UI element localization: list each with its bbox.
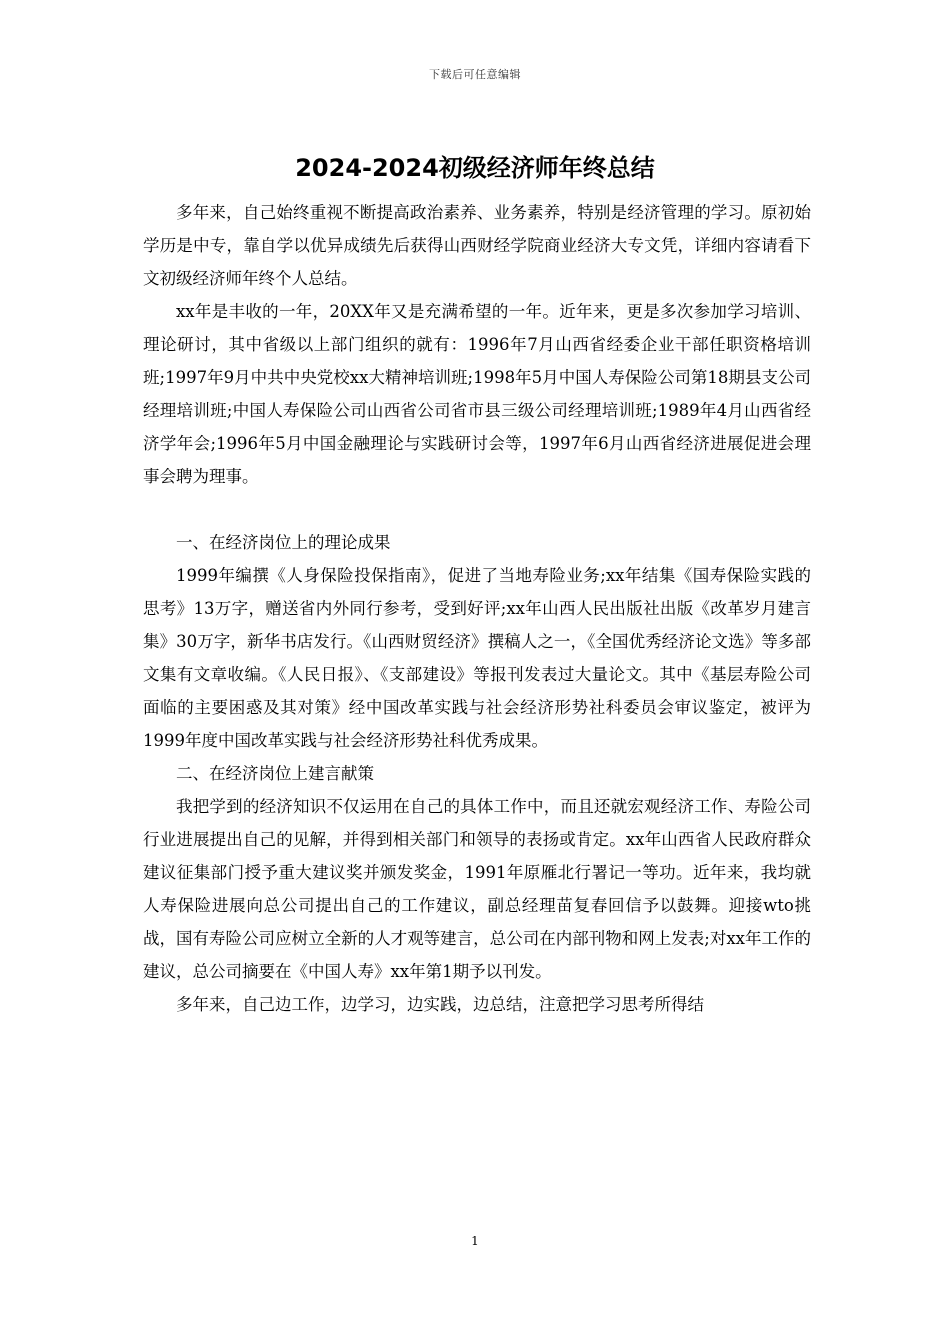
paragraph-summary: 多年来，自己边工作，边学习，边实践，边总结，注意把学习思考所得结 (176, 995, 704, 1014)
document-title: 2024-2024初级经济师年终总结 (295, 154, 655, 182)
paragraph-training: xx年是丰收的一年，20XX年又是充满希望的一年。近年来，更是多次参加学习培训、理论研讨，其中省级以上部门组织的就有：1996年7月山西省经委企业干部任职资格培训班;1997年9月中共中央党校xx大精神培训班;1998年5月中国人寿保险公司第18期县支公司经理培训班;中国人寿保险公司山西省公司省市县三级公司经理培训班;1989年4月山西省经济学年会;1996年5月中国金融理论与实践研讨会等，1997年6月山西省经济进展促进会理事会聘为理事。 (143, 302, 811, 486)
document-body (143, 196, 811, 1021)
page-number: 1 (471, 1234, 479, 1248)
paragraph-advice: 我把学到的经济知识不仅运用在自己的具体工作中，而且还就宏观经济工作、寿险公司行业进展提出自己的见解，并得到相关部门和领导的表扬或肯定。xx年山西省人民政府群众建议征集部门授予重大建议奖并颁发奖金，1991年原雁北行署记一等功。近年来，我均就人寿保险进展向总公司提出自己的工作建议，副总经理苗复春回信予以鼓舞。迎接wto挑战，国有寿险公司应树立全新的人才观等建言，总公司在内部刊物和网上发表;对xx年工作的建议，总公司摘要在《中国人寿》xx年第1期予以刊发。 (143, 797, 811, 981)
header-note: 下载后可任意编辑 (429, 68, 521, 81)
paragraph-theory: 1999年编撰《人身保险投保指南》，促进了当地寿险业务;xx年结集《国寿保险实践的思考》13万字，赠送省内外同行参考，受到好评;xx年山西人民出版社出版《改革岁月建言集》30万字，新华书店发行。《山西财贸经济》撰稿人之一，《全国优秀经济论文选》等多部文集有文章收编。《人民日报》、《支部建设》等报刊发表过大量论文。其中《基层寿险公司面临的主要困惑及其对策》经中国改革实践与社会经济形势社科委员会审议鉴定，被评为1999年度中国改革实践与社会经济形势社科优秀成果。 (143, 566, 811, 750)
paragraph-intro: 多年来，自己始终重视不断提高政治素养、业务素养，特别是经济管理的学习。原初始学历是中专，靠自学以优异成绩先后获得山西财经学院商业经济大专文凭，详细内容请看下文初级经济师年终个人总结。 (143, 203, 811, 288)
section-heading-advice: 二、在经济岗位上建言献策 (176, 764, 374, 783)
section-heading-theory: 一、在经济岗位上的理论成果 (176, 533, 391, 552)
